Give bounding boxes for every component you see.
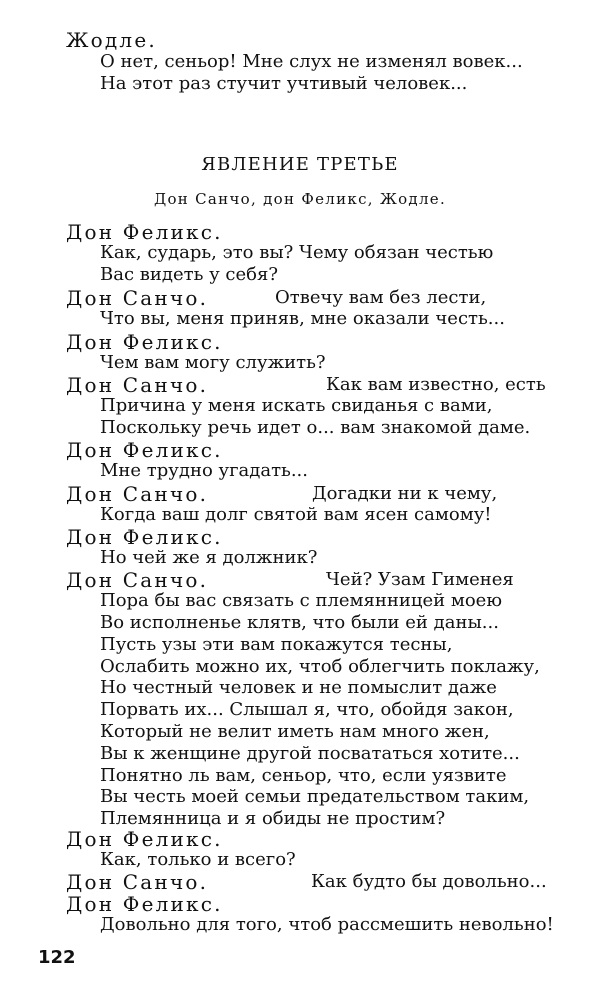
verse-line: Пора бы вас связать с племянницей моею	[100, 590, 503, 611]
speaker-don-sancho: Дон Санчо.	[66, 286, 209, 310]
speaker-don-sancho: Дон Санчо.	[66, 870, 209, 894]
verse-line: Племянница и я обиды не простим?	[100, 808, 446, 829]
page-number: 122	[38, 947, 76, 968]
verse-line: Причина у меня искать свиданья с вами,	[100, 395, 493, 416]
speaker-don-felix: Дон Феликс.	[66, 827, 223, 851]
verse-line: Но чей же я должник?	[100, 547, 318, 568]
speaker-jodelet: Жодле.	[66, 28, 157, 52]
verse-line: Чем вам могу служить?	[100, 352, 326, 373]
verse-line: Поскольку речь идет о... вам знакомой даме.	[100, 417, 531, 438]
verse-line: Когда ваш долг святой вам ясен самому!	[100, 504, 492, 525]
verse-line: Мне трудно угадать...	[100, 460, 309, 481]
scene-title: ЯВЛЕНИЕ ТРЕТЬЕ	[201, 154, 399, 175]
verse-line: Который не велит иметь нам много жен,	[100, 721, 490, 742]
verse-line: Что вы, меня приняв, мне оказали честь...	[100, 308, 505, 329]
verse-line: Вас видеть у себя?	[100, 264, 278, 285]
speaker-don-felix: Дон Феликс.	[66, 438, 223, 462]
verse-line: Но честный человек и не помыслит даже	[100, 677, 497, 698]
speaker-don-sancho: Дон Санчо.	[66, 568, 209, 592]
verse-line: Вы к женщине другой посвататься хотите...	[100, 743, 520, 764]
speaker-don-felix: Дон Феликс.	[66, 220, 223, 244]
speaker-don-felix: Дон Феликс.	[66, 525, 223, 549]
speaker-don-sancho: Дон Санчо.	[66, 482, 209, 506]
speaker-don-felix: Дон Феликс.	[66, 330, 223, 354]
verse-line: О нет, сеньор! Мне слух не изменял вовек...	[100, 51, 523, 72]
verse-line-continuation: Догадки ни к чему,	[312, 483, 498, 504]
speaker-don-sancho: Дон Санчо.	[66, 373, 209, 397]
verse-line: Как, только и всего?	[100, 849, 296, 870]
verse-line-continuation: Отвечу вам без лести,	[275, 287, 487, 308]
verse-line: На этот раз стучит учтивый человек...	[100, 73, 468, 94]
verse-line-continuation: Чей? Узам Гименея	[326, 569, 514, 590]
verse-line-continuation: Как будто бы довольно...	[311, 871, 547, 892]
cast-list: Дон Санчо, дон Феликс, Жодле.	[153, 190, 447, 208]
verse-line-continuation: Как вам известно, есть	[326, 374, 546, 395]
verse-line: Пусть узы эти вам покажутся тесны,	[100, 634, 453, 655]
verse-line: Довольно для того, чтоб рассмешить невольно!	[100, 914, 554, 935]
speaker-don-felix: Дон Феликс.	[66, 892, 223, 916]
verse-line: Вы честь моей семьи предательством таким,	[100, 786, 530, 807]
verse-line: Во исполненье клятв, что были ей даны...	[100, 612, 499, 633]
verse-line: Порвать их... Слышал я, что, обойдя закон,	[100, 699, 514, 720]
verse-line: Как, сударь, это вы? Чему обязан честью	[100, 242, 494, 263]
verse-line: Ослабить можно их, чтоб облегчить поклажу,	[100, 656, 540, 677]
verse-line: Понятно ль вам, сеньор, что, если уязвите	[100, 765, 507, 786]
